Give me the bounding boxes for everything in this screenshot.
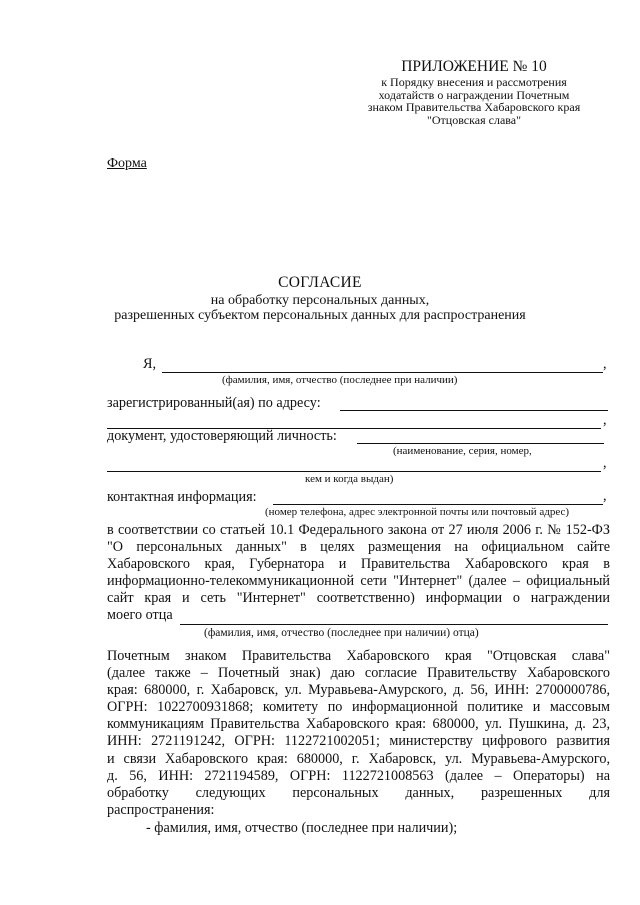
text-line: (далее также – Почетный знак) даю согласие Правительству Хабаровского [107,665,610,682]
text-line: распространения: [107,801,215,818]
document-subtitle: на обработку персональных данных, [210,293,430,308]
document-title: СОГЛАСИЕ [278,274,362,291]
document-issued-input-line[interactable] [107,471,601,472]
document-subtitle: разрешенных субъектом персональных данных для распространения [114,308,526,323]
text-line: и связи Хабаровского края: 680000, г. Хабаровск, ул. Муравьева-Амурского, [107,750,610,767]
address-label: зарегистрированный(ая) по адресу: [107,395,321,411]
comma: , [603,455,607,471]
comma: , [603,488,607,504]
list-item: - фамилия, имя, отчество (последнее при наличии); [146,820,458,836]
comma: , [603,412,607,428]
text-line: д. 56, ИНН: 2721194589, ОГРН: 1122721008563 (далее – Операторы) на [107,767,610,784]
document-input-line[interactable] [357,443,604,444]
address-input-line[interactable] [340,410,608,411]
contact-hint: (номер телефона, адрес электронной почты или почтовый адрес) [265,506,570,518]
text-line: коммуникациям Правительства Хабаровского края: 680000, ул. Пушкина, д. 23, [107,716,610,733]
paragraph-consent-basis [107,522,610,625]
text-line: "О персональных данных" в целях размещения на официальном сайте [107,539,610,556]
text-line: информационно-телекоммуникационной сети "Интернет" (далее – официальный [107,573,610,590]
form-label: Форма [107,156,147,171]
appendix-line: к Порядку внесения и рассмотрения [381,75,567,89]
appendix-line: ходатайств о награждении Почетным [378,87,570,102]
document-hint: (наименование, серия, номер, [393,445,532,457]
appendix-header [344,58,604,126]
appendix-line: "Отцовская слава" [426,112,522,127]
name-hint: (фамилия, имя, отчество (последнее при наличии) [222,374,458,386]
contact-input-line[interactable] [273,504,603,505]
text-line: обработку следующих персональных данных, разрешенных для [107,784,610,801]
text-line: в соответствии со статьей 10.1 Федерального закона от 27 июля 2006 г. № 152-ФЗ [107,522,610,538]
text-line: ИНН: 2721191242, ОГРН: 1122721002051; министерству цифрового развития [107,733,610,750]
text-line: Хабаровского края, Губернатора и Правительства Хабаровского края в [107,556,610,573]
father-hint: (фамилия, имя, отчество (последнее при наличии) отца) [204,627,479,639]
text-line: моего отца [107,607,173,624]
text-line: Почетным знаком Правительства Хабаровского края "Отцовская слава" [107,648,610,664]
paragraph-consent-operators [107,648,610,819]
text-line: края: 680000, г. Хабаровск, ул. Муравьева-Амурского, д. 56, ИНН: 2700000786, [107,682,610,699]
father-name-input-line[interactable] [180,624,608,625]
appendix-line: знаком Правительства Хабаровского края [367,100,581,114]
document-label: документ, удостоверяющий личность: [107,428,337,444]
appendix-title: ПРИЛОЖЕНИЕ № 10 [401,58,547,75]
name-input-line[interactable] [162,372,603,373]
contact-label: контактная информация: [107,489,257,505]
comma: , [603,356,607,372]
text-line: ОГРН: 1022700931868; комитету по информационной политике и массовым [107,699,610,716]
text-line: сайт края и сеть "Интернет" соответственно) информации о награждении [107,590,610,607]
i-label: Я, [143,356,157,372]
issued-hint: кем и когда выдан) [305,473,394,485]
